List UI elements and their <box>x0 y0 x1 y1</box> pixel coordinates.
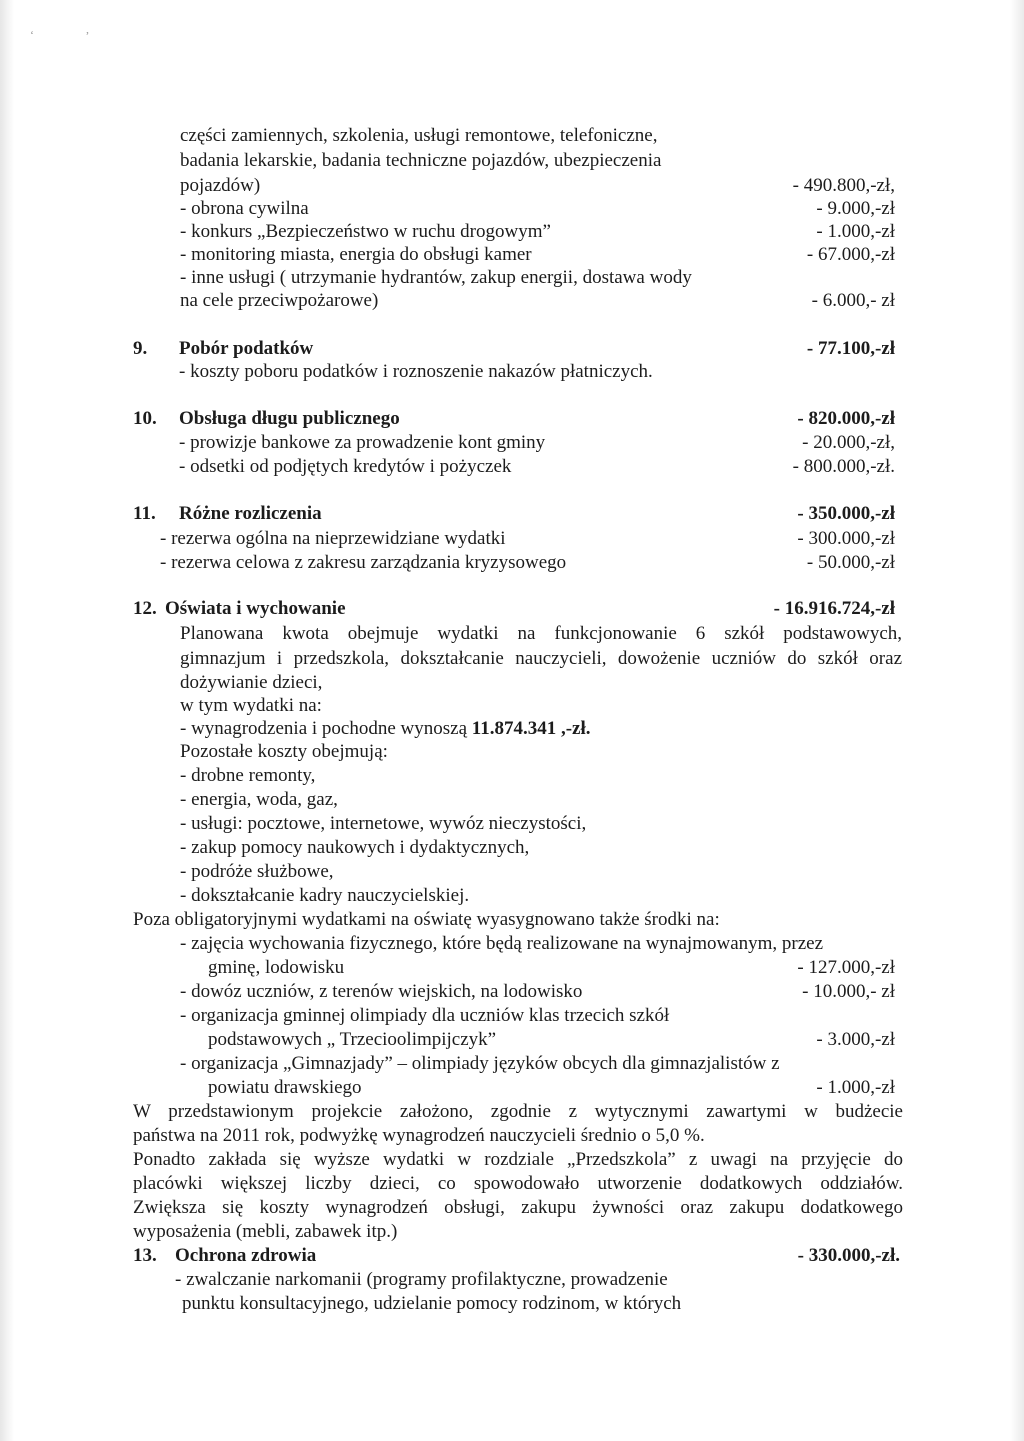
list-item-cont: gminę, lodowisku <box>208 957 345 978</box>
list-item: - monitoring miasta, energia do obsługi kamer <box>180 244 532 265</box>
scan-speck: , <box>86 22 89 36</box>
list-item: - konkurs „Bezpieczeństwo w ruchu drogowym” <box>180 221 551 242</box>
list-item: - organizacja „Gimnazjady” – olimpiady języków obcych dla gimnazjalistów z <box>180 1053 780 1074</box>
list-item: - usługi: pocztowe, internetowe, wywóz nieczystości, <box>180 813 587 834</box>
text-line: badania lekarskie, badania techniczne pojazdów, ubezpieczenia <box>180 150 662 171</box>
amount: - 300.000,-zł <box>797 528 895 549</box>
section-amount: - 820.000,-zł <box>797 408 895 429</box>
section-number: 9. <box>133 338 148 359</box>
salary-text: - wynagrodzenia i pochodne wynoszą <box>180 718 472 739</box>
scan-edge-right <box>1010 0 1024 1441</box>
text-line: na cele przeciwpożarowe) <box>180 290 379 311</box>
section-title: Pobór podatków <box>179 338 314 359</box>
salary-amount: 11.874.341 ,-zł. <box>471 718 591 739</box>
section-amount: - 330.000,-zł. <box>797 1245 900 1266</box>
text-line: pojazdów) <box>180 175 261 196</box>
amount: - 20.000,-zł, <box>802 432 895 453</box>
paragraph-line: Ponadto zakłada się wyższe wydatki w rozdziale „Przedszkola” z uwagi na przyjęcie do <box>133 1149 903 1170</box>
amount: - 6.000,- zł <box>811 290 895 311</box>
paragraph-line: Planowana kwota obejmuje wydatki na funkcjonowanie 6 szkół podstawowych, <box>180 623 902 644</box>
paragraph-line: państwa na 2011 rok, podwyżkę wynagrodzeń nauczycieli średnio o 5,0 %. <box>133 1125 705 1146</box>
amount: - 67.000,-zł <box>806 244 895 265</box>
list-item: - zwalczanie narkomanii (programy profilaktyczne, prowadzenie <box>175 1269 668 1290</box>
paragraph-line: Zwiększa się koszty wynagrodzeń obsługi, zakupu żywności oraz zakupu dodatkowego <box>133 1197 903 1218</box>
paragraph-line: gimnazjum i przedszkola, dokształcanie nauczycieli, dowożenie uczniów do szkół oraz <box>180 648 902 669</box>
paragraph-line: Pozostałe koszty obejmują: <box>180 741 388 762</box>
section-amount: - 350.000,-zł <box>797 503 895 524</box>
scan-speck: ‘ <box>30 28 34 42</box>
list-item: - obrona cywilna <box>180 198 309 219</box>
list-item: - dowóz uczniów, z terenów wiejskich, na lodowisko <box>180 981 583 1002</box>
list-item: - inne usługi ( utrzymanie hydrantów, zakup energii, dostawa wody <box>180 267 692 288</box>
paragraph-line: wyposażenia (mebli, zabawek itp.) <box>133 1221 398 1242</box>
list-item: - rezerwa ogólna na nieprzewidziane wydatki <box>160 528 506 549</box>
text-line: części zamiennych, szkolenia, usługi remontowe, telefoniczne, <box>180 125 658 146</box>
amount: - 50.000,-zł <box>806 552 895 573</box>
section-amount: - 16.916.724,-zł <box>773 598 895 619</box>
list-item-cont: podstawowych „ Trzecioolimpijczyk” <box>208 1029 497 1050</box>
list-item: - drobne remonty, <box>180 765 316 786</box>
list-item: - podróże służbowe, <box>180 861 334 882</box>
amount: - 9.000,-zł <box>816 198 895 219</box>
section-amount: - 77.100,-zł <box>806 338 895 359</box>
paragraph-line: w tym wydatki na: <box>180 695 322 716</box>
scan-edge-left <box>0 0 14 1441</box>
list-item: - energia, woda, gaz, <box>180 789 338 810</box>
list-item: - prowizje bankowe za prowadzenie kont gminy <box>179 432 546 453</box>
section-number: 13. <box>133 1245 157 1266</box>
section-title: Oświata i wychowanie <box>165 598 346 619</box>
amount: - 10.000,- zł <box>802 981 895 1002</box>
amount: - 127.000,-zł <box>797 957 895 978</box>
amount: - 3.000,-zł <box>816 1029 895 1050</box>
list-item: - koszty poboru podatków i roznoszenie nakazów płatniczych. <box>179 361 653 382</box>
paragraph-line: W przedstawionym projekcie założono, zgodnie z wytycznymi zawartymi w budżecie <box>133 1101 903 1122</box>
list-item-cont: punktu konsultacyjnego, udzielanie pomocy rodzinom, w których <box>182 1293 682 1314</box>
list-item: - dokształcanie kadry nauczycielskiej. <box>180 885 470 906</box>
section-number: 11. <box>133 503 156 524</box>
amount: - 1.000,-zł <box>816 1077 895 1098</box>
amount: - 490.800,-zł, <box>792 175 895 196</box>
list-item: - organizacja gminnej olimpiady dla uczniów klas trzecich szkół <box>180 1005 670 1026</box>
amount: - 1.000,-zł <box>816 221 895 242</box>
list-item: - odsetki od podjętych kredytów i pożyczek <box>179 456 512 477</box>
section-title: Ochrona zdrowia <box>175 1245 317 1266</box>
section-title: Obsługa długu publicznego <box>179 408 400 429</box>
section-number: 10. <box>133 408 157 429</box>
list-item: - zakup pomocy naukowych i dydaktycznych, <box>180 837 530 858</box>
list-item: - rezerwa celowa z zakresu zarządzania kryzysowego <box>160 552 567 573</box>
amount: - 800.000,-zł. <box>792 456 895 477</box>
list-item: - zajęcia wychowania fizycznego, które będą realizowane na wynajmowanym, przez <box>180 933 824 954</box>
salary-line <box>180 717 591 741</box>
paragraph-line: dożywianie dzieci, <box>180 672 323 693</box>
paragraph-line: Poza obligatoryjnymi wydatkami na oświatę wyasygnowano także środki na: <box>133 909 720 930</box>
section-number: 12. <box>133 598 157 619</box>
section-title: Różne rozliczenia <box>179 503 322 524</box>
paragraph-line: placówki większej liczby dzieci, co spowodowało utworzenie dodatkowych oddziałów. <box>133 1173 903 1194</box>
list-item-cont: powiatu drawskiego <box>208 1077 362 1098</box>
